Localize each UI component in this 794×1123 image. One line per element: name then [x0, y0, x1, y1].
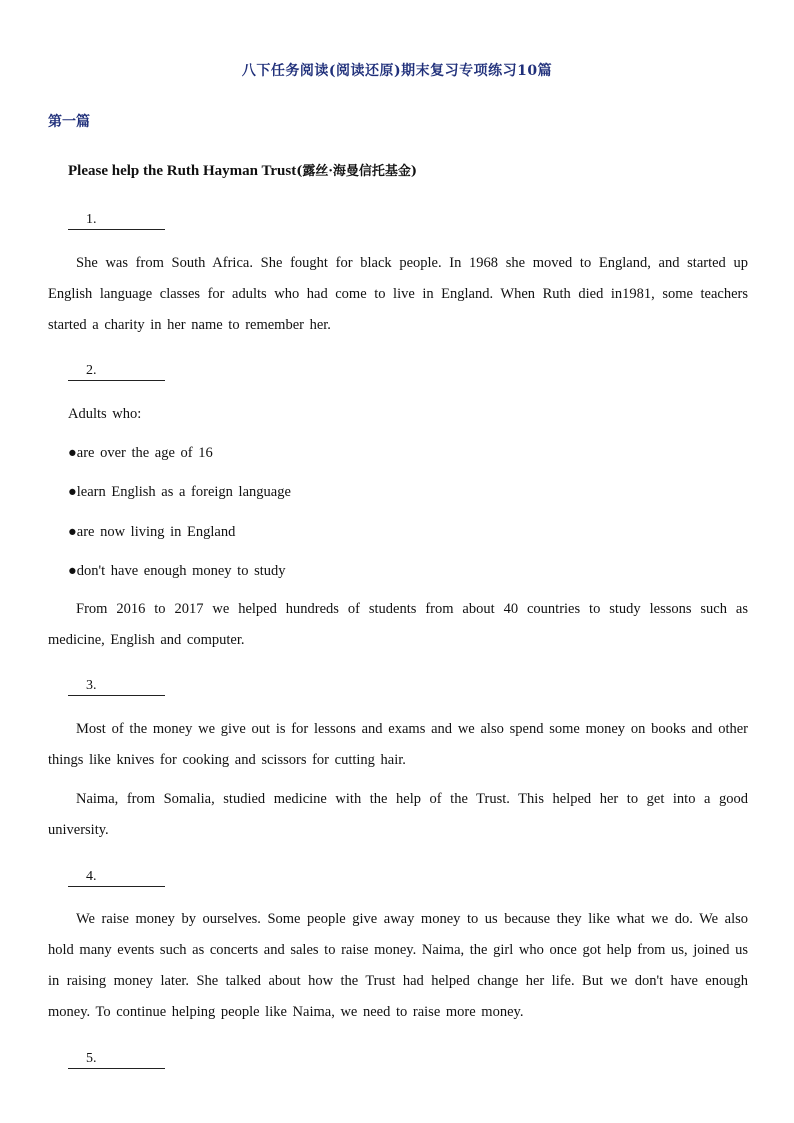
document-title: 八下任务阅读(阅读还原)期末复习专项练习10篇	[241, 63, 553, 79]
paragraph-text: Naima, from Somalia, studied medicine with the help of the Trust. This helped her to get into a good university.	[48, 791, 748, 838]
answer-blank-1	[68, 211, 165, 230]
blank-number: 3.	[86, 678, 97, 693]
blank-number: 2.	[86, 363, 97, 378]
answer-blank-2	[68, 362, 165, 381]
heading-english: Please help the Ruth Hayman Trust	[68, 163, 297, 179]
paragraph-text: She was from South Africa. She fought for black people. In 1968 she moved to England, and started up English language classes for adults who had come to live in England. When Ruth died in1981, some teachers started a charity in her name to remember her.	[48, 255, 748, 333]
heading-chinese: (露丝·海曼信托基金)	[296, 164, 418, 179]
answer-blank-3	[68, 677, 165, 696]
bullet-item: ●learn English as a foreign language	[68, 484, 291, 500]
blank-number: 5.	[86, 1051, 97, 1066]
passage-heading	[68, 160, 417, 180]
answer-blank-5	[68, 1050, 165, 1069]
section-label: 第一篇	[48, 114, 90, 130]
blank-number: 1.	[86, 212, 97, 227]
paragraph	[48, 714, 748, 776]
answer-blank-4	[68, 868, 165, 887]
bullet-item: ●are over the age of 16	[68, 445, 213, 461]
bullet-item: ●are now living in England	[68, 524, 236, 540]
blank-number: 4.	[86, 869, 97, 884]
paragraph	[48, 784, 748, 846]
paragraph-text: Most of the money we give out is for lessons and exams and we also spend some money on books and other things like knives for cooking and scissors for cutting hair.	[48, 721, 748, 768]
paragraph	[48, 594, 748, 656]
paragraph-text: From 2016 to 2017 we helped hundreds of students from about 40 countries to study lessons such as medicine, English and computer.	[48, 601, 748, 648]
bullet-item: ●don't have enough money to study	[68, 563, 286, 579]
adults-intro: Adults who:	[68, 406, 142, 422]
paragraph-text: We raise money by ourselves. Some people give away money to us because they like what we do. We also hold many events such as concerts and sales to raise money. Naima, the girl who once got help from us, joined us in raising money later. She talked about how the Trust had helped change her life. But we don't have enough money. To continue helping people like Naima, we need to raise more money.	[48, 911, 748, 1020]
paragraph	[48, 904, 748, 1028]
paragraph	[48, 248, 748, 341]
